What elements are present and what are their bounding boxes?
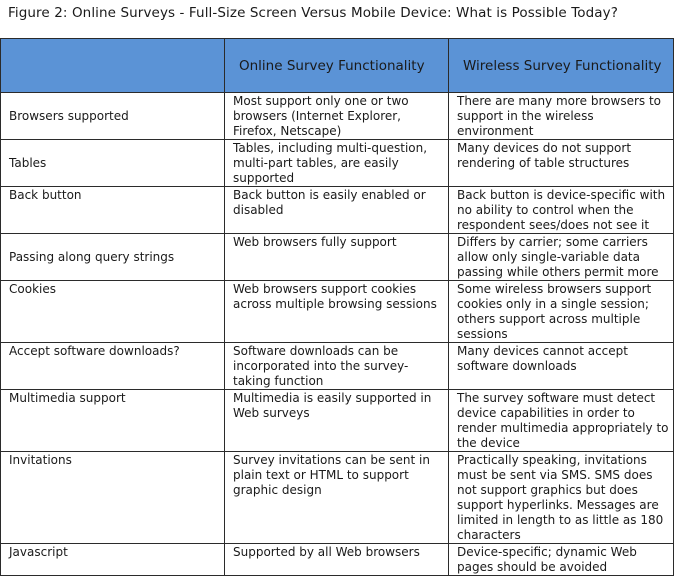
online-cell: Web browsers fully support	[225, 234, 449, 281]
feature-cell: Multimedia support	[1, 390, 225, 452]
wireless-cell: There are many more browsers to support in the wireless environment	[449, 93, 674, 140]
online-cell: Back button is easily enabled or disabled	[225, 187, 449, 234]
table-row	[1, 140, 674, 187]
wireless-cell: Practically speaking, invitations must be sent via SMS. SMS does not support graphics but does support hyperlinks. Messages are limited in length to as little as 180 characters	[449, 452, 674, 544]
table-header-row	[1, 39, 674, 93]
table-row	[1, 390, 674, 452]
wireless-cell: The survey software must detect device capabilities in order to render multimedia appropriately to the device	[449, 390, 674, 452]
online-cell: Survey invitations can be sent in plain text or HTML to support graphic design	[225, 452, 449, 544]
online-cell: Most support only one or two browsers (Internet Explorer, Firefox, Netscape)	[225, 93, 449, 140]
feature-cell: Invitations	[1, 452, 225, 544]
table-row	[1, 187, 674, 234]
header-cell-online: Online Survey Functionality	[225, 39, 449, 93]
feature-cell: Javascript	[1, 544, 225, 576]
table-row	[1, 281, 674, 343]
wireless-cell: Some wireless browsers support cookies only in a single session; others support across multiple sessions	[449, 281, 674, 343]
feature-cell: Back button	[1, 187, 225, 234]
comparison-table	[0, 38, 674, 576]
feature-cell: Browsers supported	[1, 93, 225, 140]
table-row	[1, 343, 674, 390]
figure-title: Figure 2: Online Surveys - Full-Size Screen Versus Mobile Device: What is Possible Today?	[8, 5, 619, 21]
table-row	[1, 452, 674, 544]
online-cell: Supported by all Web browsers	[225, 544, 449, 576]
header-cell-feature	[1, 39, 225, 93]
feature-cell: Accept software downloads?	[1, 343, 225, 390]
table-row	[1, 544, 674, 576]
table-row	[1, 93, 674, 140]
feature-cell: Tables	[1, 140, 225, 187]
feature-cell: Cookies	[1, 281, 225, 343]
wireless-cell: Device-specific; dynamic Web pages should be avoided	[449, 544, 674, 576]
wireless-cell: Many devices do not support rendering of table structures	[449, 140, 674, 187]
online-cell: Tables, including multi-question, multi-part tables, are easily supported	[225, 140, 449, 187]
header-cell-wireless: Wireless Survey Functionality	[449, 39, 674, 93]
table-row	[1, 234, 674, 281]
wireless-cell: Differs by carrier; some carriers allow only single-variable data passing while others permit more	[449, 234, 674, 281]
feature-cell: Passing along query strings	[1, 234, 225, 281]
online-cell: Multimedia is easily supported in Web surveys	[225, 390, 449, 452]
wireless-cell: Many devices cannot accept software downloads	[449, 343, 674, 390]
wireless-cell: Back button is device-specific with no ability to control when the respondent sees/does not see it	[449, 187, 674, 234]
online-cell: Web browsers support cookies across multiple browsing sessions	[225, 281, 449, 343]
online-cell: Software downloads can be incorporated into the survey-taking function	[225, 343, 449, 390]
